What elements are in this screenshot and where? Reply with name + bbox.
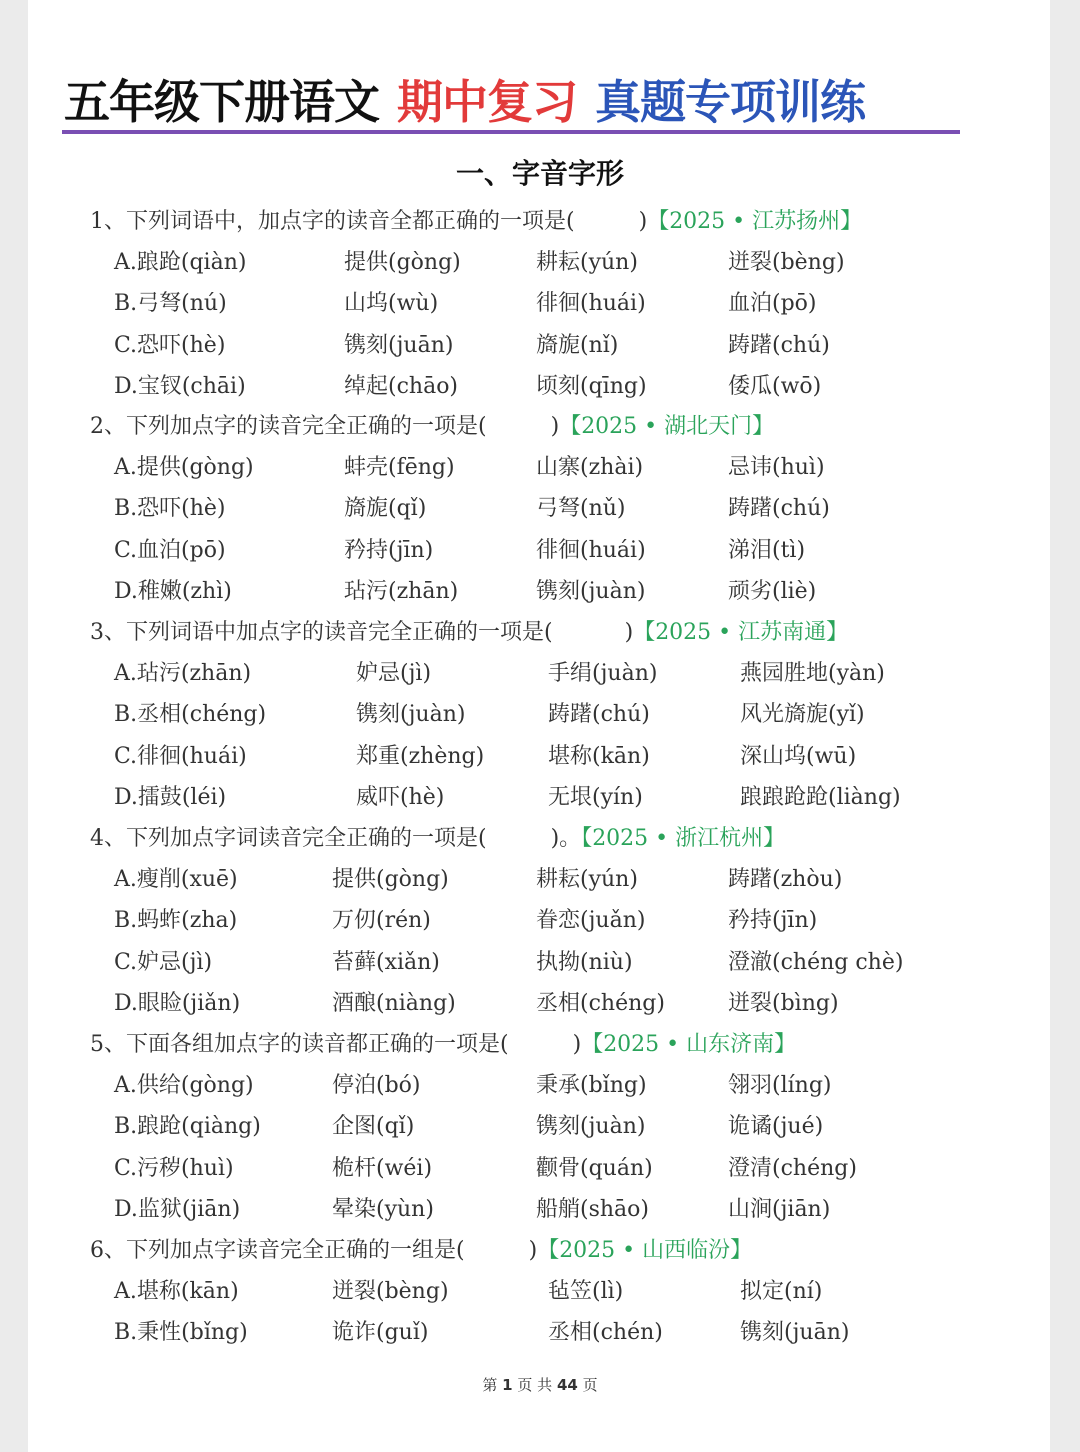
source-tag: 【2025 • 山东济南】	[581, 1032, 797, 1057]
option-word: 顷刻(qīng)	[536, 373, 647, 399]
option-word: 绰起(chāo)	[344, 373, 459, 399]
option-word: 酒酿(niàng)	[332, 990, 456, 1016]
option-word: 徘徊(huái)	[536, 291, 646, 317]
answer-bracket-close: )	[572, 1032, 582, 1057]
option-word: 矜持(jīn)	[728, 908, 818, 934]
option-word: 迸裂(bèng)	[332, 1279, 449, 1305]
option-label-word: D.眼睑(jiǎn)	[114, 990, 241, 1016]
option-word: 风光旖旎(yǐ)	[740, 702, 865, 728]
option-label-word: B.恐吓(hè)	[114, 496, 226, 522]
option-word: 镌刻(juàn)	[356, 702, 466, 728]
option-word: 镌刻(juàn)	[536, 578, 646, 604]
option-word: 妒忌(jì)	[356, 661, 432, 687]
option-word: 诡谲(jué)	[728, 1114, 824, 1140]
question-2	[90, 411, 774, 443]
source-tag: 【2025 • 江苏扬州】	[647, 209, 863, 234]
question-text: 4、下列加点字词读音完全正确的一项是(	[90, 826, 487, 851]
footer-total-pages: 44	[556, 1376, 578, 1394]
option-word: 山涧(jiān)	[728, 1196, 831, 1222]
answer-bracket-close: )	[624, 620, 634, 645]
option-word: 耕耘(yún)	[536, 867, 638, 893]
option-label-word: C.恐吓(hè)	[114, 332, 226, 358]
option-word: 威吓(hè)	[356, 784, 445, 810]
option-word: 旖旎(qǐ)	[344, 496, 427, 522]
option-word: 玷污(zhān)	[344, 578, 459, 604]
option-word: 澄清(chéng)	[728, 1155, 857, 1181]
option-word: 执拗(niù)	[536, 949, 633, 975]
option-label-word: A.瘦削(xuē)	[114, 867, 238, 893]
option-word: 苔藓(xiǎn)	[332, 949, 440, 975]
option-word: 血泊(pō)	[728, 291, 817, 317]
option-word: 矜持(jīn)	[344, 537, 434, 563]
option-label-word: C.血泊(pō)	[114, 537, 226, 563]
page-footer: 第 1 页 共 44 页	[482, 1376, 598, 1394]
option-label-word: C.徘徊(huái)	[114, 743, 247, 769]
option-word: 山坞(wù)	[344, 291, 439, 317]
option-word: 堪称(kān)	[548, 743, 650, 769]
option-label-word: B.弓弩(nú)	[114, 291, 227, 317]
question-text: 1、下列词语中，加点字的读音全都正确的一项是(	[90, 209, 575, 234]
option-word: 迸裂(bèng)	[728, 250, 845, 276]
option-word: 翎羽(líng)	[728, 1073, 832, 1099]
option-word: 澄澈(chéng chè)	[728, 949, 904, 975]
answer-bracket-close: )	[550, 414, 560, 439]
title-training: 真题专项训练	[595, 75, 865, 129]
option-label-word: D.宝钗(chāi)	[114, 373, 246, 399]
option-word: 诡诈(guǐ)	[332, 1320, 429, 1346]
question-3	[90, 617, 848, 649]
page-title	[64, 72, 960, 132]
footer-page-number: 1	[502, 1376, 513, 1394]
option-word: 蚌壳(fēng)	[344, 455, 455, 481]
option-word: 手绢(juàn)	[548, 661, 658, 687]
question-1	[90, 206, 862, 238]
title-midterm: 期中复习	[397, 75, 577, 129]
option-word: 企图(qǐ)	[332, 1114, 415, 1140]
option-label-word: B.踉跄(qiàng)	[114, 1114, 261, 1140]
option-word: 万仞(rén)	[332, 908, 431, 934]
answer-bracket-close: )	[528, 1238, 538, 1263]
option-label-word: A.供给(gòng)	[114, 1073, 254, 1099]
option-word: 徘徊(huái)	[536, 537, 646, 563]
option-word: 眷恋(juǎn)	[536, 908, 646, 934]
option-label-word: B.蚂蚱(zha)	[114, 908, 238, 934]
option-word: 毡笠(lì)	[548, 1279, 624, 1305]
option-word: 镌刻(juàn)	[536, 1114, 646, 1140]
option-word: 深山坞(wū)	[740, 743, 857, 769]
option-word: 无垠(yín)	[548, 784, 643, 810]
answer-bracket-close: )	[638, 209, 648, 234]
source-tag: 【2025 • 山西临汾】	[537, 1238, 753, 1263]
source-tag: 【2025 • 江苏南通】	[633, 620, 849, 645]
question-text: 2、下列加点字的读音完全正确的一项是(	[90, 414, 487, 439]
option-word: 秉承(bǐng)	[536, 1073, 647, 1099]
option-word: 弓弩(nǔ)	[536, 496, 626, 522]
option-label-word: C.妒忌(jì)	[114, 949, 213, 975]
option-word: 顽劣(liè)	[728, 578, 817, 604]
title-grade: 五年级下册语文	[64, 75, 379, 129]
option-word: 船艄(shāo)	[536, 1196, 649, 1222]
option-word: 镌刻(juān)	[740, 1320, 850, 1346]
title-underline	[62, 130, 960, 134]
option-label-word: B.丞相(chéng)	[114, 702, 267, 728]
option-word: 旖旎(nǐ)	[536, 332, 619, 358]
option-label-word: B.秉性(bǐng)	[114, 1320, 248, 1346]
option-label-word: C.污秽(huì)	[114, 1155, 234, 1181]
section-title: 一、字音字形	[455, 157, 624, 190]
question-5	[90, 1029, 796, 1061]
option-word: 桅杆(wéi)	[332, 1155, 433, 1181]
option-word: 踌躇(chú)	[728, 496, 830, 522]
option-word: 踌躇(zhòu)	[728, 867, 843, 893]
option-word: 丞相(chén)	[548, 1320, 663, 1346]
option-word: 提供(gòng)	[344, 250, 461, 276]
option-word: 踌躇(chú)	[728, 332, 830, 358]
option-label-word: A.提供(gòng)	[114, 455, 254, 481]
option-word: 晕染(yùn)	[332, 1196, 434, 1222]
option-word: 踉踉跄跄(liàng)	[740, 784, 901, 810]
question-6	[90, 1235, 752, 1267]
source-tag: 【2025 • 湖北天门】	[559, 414, 775, 439]
option-word: 提供(gòng)	[332, 867, 449, 893]
option-label-word: D.稚嫩(zhì)	[114, 578, 232, 604]
option-label-word: D.擂鼓(léi)	[114, 784, 227, 810]
option-word: 停泊(bó)	[332, 1073, 421, 1099]
source-tag: 【2025 • 浙江杭州】	[581, 826, 786, 851]
option-word: 郑重(zhèng)	[356, 743, 485, 769]
option-word: 涕泪(tì)	[728, 537, 806, 563]
option-word: 忌讳(huì)	[728, 455, 825, 481]
question-text: 6、下列加点字读音完全正确的一组是(	[90, 1238, 465, 1263]
option-word: 耕耘(yún)	[536, 250, 638, 276]
question-text: 5、下面各组加点字的读音都正确的一项是(	[90, 1032, 509, 1057]
answer-bracket-close: )。	[550, 826, 582, 851]
option-label-word: D.监狱(jiān)	[114, 1196, 241, 1222]
option-word: 拟定(ní)	[740, 1279, 823, 1305]
option-word: 倭瓜(wō)	[728, 373, 822, 399]
option-word: 山寨(zhài)	[536, 455, 644, 481]
option-word: 燕园胜地(yàn)	[740, 661, 885, 687]
option-word: 颧骨(quán)	[536, 1155, 653, 1181]
question-4	[90, 823, 785, 855]
option-word: 丞相(chéng)	[536, 990, 665, 1016]
option-word: 迸裂(bìng)	[728, 990, 839, 1016]
question-text: 3、下列词语中加点字的读音完全正确的一项是(	[90, 620, 553, 645]
option-word: 踌躇(chú)	[548, 702, 650, 728]
option-label-word: A.玷污(zhān)	[114, 661, 252, 687]
option-label-word: A.踉跄(qiàn)	[114, 250, 247, 276]
option-word: 镌刻(juān)	[344, 332, 454, 358]
option-label-word: A.堪称(kān)	[114, 1279, 239, 1305]
